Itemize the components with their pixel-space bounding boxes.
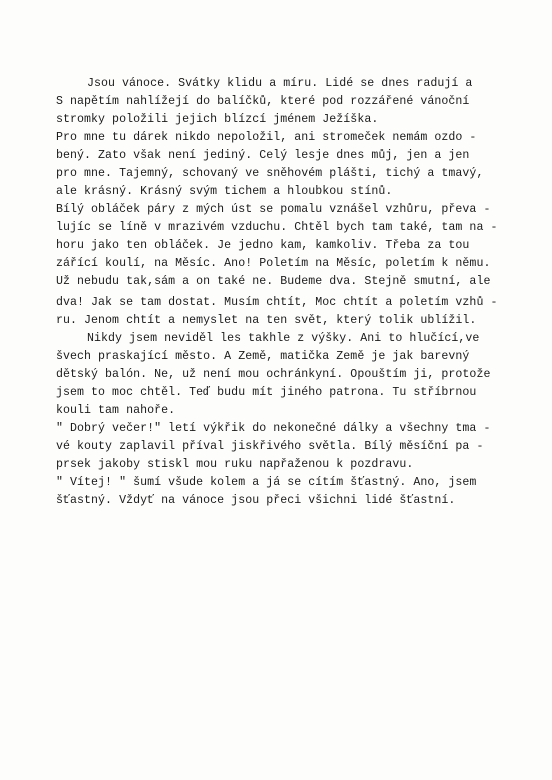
text-line: ru. Jenom chtít a nemyslet na ten svět, který tolik ublížil. [56,314,477,327]
text-line: stromky položili jejich blízcí jménem Ježíška. [56,113,379,126]
text-line: horu jako ten obláček. Je jedno kam, kamkoliv. Třeba za tou [56,239,470,252]
text-line: lujíc se líně v mrazivém vzduchu. Chtěl bych tam také, tam na - [56,221,498,234]
text-line: Nikdy jsem neviděl les takhle z výšky. Ani to hlučící,ve [87,332,480,345]
text-line: vé kouty zaplavil příval jiskřivého světla. Bílý měsíční pa - [56,440,484,453]
text-line: zářící koulí, na Měsíc. Ano! Poletím na Měsíc, poletím k němu. [56,257,491,270]
text-line: prsek jakoby stiskl mou ruku napřaženou k pozdravu. [56,458,414,471]
text-line: pro mne. Tajemný, schovaný ve sněhovém plášti, tichý a tmavý, [56,167,484,180]
text-line: S napětím nahlížejí do balíčků, které pod rozzářené vánoční [56,95,470,108]
text-line: Pro mne tu dárek nikdo nepoložil, ani stromeček nemám ozdo - [56,131,477,144]
text-line: Už nebudu tak,sám a on také ne. Budeme dva. Stejně smutní, ale [56,275,491,288]
text-line: švech praskající město. A Země, matička Země je jak barevný [56,350,470,363]
text-line: ale krásný. Krásný svým tichem a hloubkou stínů. [56,185,393,198]
text-line: kouli tam nahoře. [56,404,176,417]
text-line: " Vítej! " šumí všude kolem a já se cítím šťastný. Ano, jsem [56,476,477,489]
text-line: " Dobrý večer!" letí výkřik do nekonečné dálky a všechny tma - [56,422,491,435]
text-line: Bílý obláček páry z mých úst se pomalu vznášel vzhůru, převa - [56,203,491,216]
text-line: jsem to moc chtěl. Teď budu mít jiného patrona. Tu stříbrnou [56,386,477,399]
text-line: bený. Zato však není jediný. Celý lesje dnes můj, jen a jen [56,149,470,162]
text-line: dětský balón. Ne, už není mou ochránkyní. Opouštím ji, protože [56,368,491,381]
text-line: Jsou vánoce. Svátky klidu a míru. Lidé se dnes radují a [87,77,473,90]
text-line: šťastný. Vždyť na vánoce jsou přeci všichni lidé šťastní. [56,494,456,507]
text-line: dva! Jak se tam dostat. Musím chtít, Moc chtít a poletím vzhů - [56,296,498,309]
